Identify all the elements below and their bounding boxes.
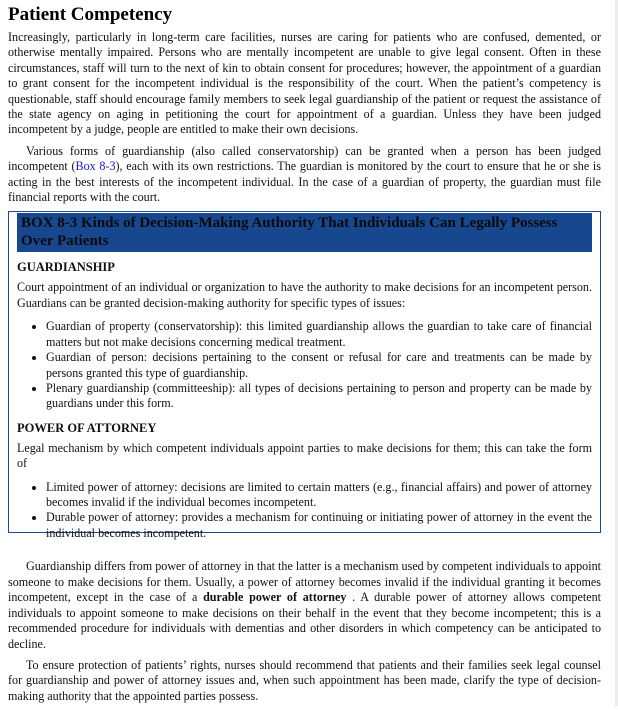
page-title: Patient Competency xyxy=(8,4,173,25)
box-section-heading-guardianship: GUARDIANSHIP xyxy=(17,260,115,275)
paragraph-intro: Increasingly, particularly in long-term care facilities, nurses are caring for patients who are confused, demented, or otherwise mentally impaired. Persons who are mentally incompetent are unable to give legal consent. Often in these circumstances, staff will turn to the next of kin to obtain consent for procedures; however, the appointment of a guardian to grant consent for the incompetent individual is the responsibility of the court. When the patient’s competency is questionable, staff should encourage family members to seek legal guardianship of the patient or request the assistance of the state agency on aging in petitioning the court for appointment of a guardian. Unless they have been judged incompetent by a judge, people are entitled to make their own decisions. xyxy=(8,30,601,137)
paragraph-patient-rights: To ensure protection of patients’ rights, nurses should recommend that patients and their families seek legal counsel for guardianship and power of attorney issues and, when such appointment has been made, clarify the type of decision-making authority that the appointed parties possess. xyxy=(8,657,601,703)
box-section-intro-power-of-attorney: Legal mechanism by which competent individuals appoint parties to make decisions for them; this can take the form of xyxy=(17,440,592,471)
box-8-3-link[interactable]: Box 8-3 xyxy=(75,159,116,174)
paragraph-text: Various forms of guardianship (also called conservatorship) can be granted when a person has been judged incompetent ( xyxy=(8,143,601,174)
list-item: • Durable power of attorney: provides a mechanism for continuing or initiating power of attorney in the event the individual becomes incompetent. xyxy=(46,510,592,541)
document-page xyxy=(8,0,601,710)
list-item: • Guardian of person: decisions pertaining to the consent or refusal for care and treatments can be made by persons granted this type of guardianship. xyxy=(46,350,592,381)
paragraph-guardianship-vs-poa xyxy=(8,559,601,651)
paragraph-text: ), each with its own restrictions. The guardian is monitored by the court to ensure that he or she is acting in the best interests of the incompetent individual. In the case of a guardian of property, the guardian must file financial reports with the court. xyxy=(8,159,601,205)
paragraph-guardianship-forms xyxy=(8,144,601,206)
power-of-attorney-list xyxy=(17,480,592,542)
list-item: • Guardian of property (conservatorship): this limited guardianship allows the guardian to take care of financial matters but not make decisions concerning medical treatment. xyxy=(46,319,592,350)
box-8-3 xyxy=(8,211,601,540)
guardianship-list xyxy=(17,319,592,411)
list-item: • Limited power of attorney: decisions are limited to certain matters (e.g., financial affairs) and power of attorney becomes invalid if the individual becomes incompetent. xyxy=(46,480,592,511)
box-section-heading-power-of-attorney: POWER OF ATTORNEY xyxy=(17,420,157,435)
paragraph-text: . A durable power of attorney allows competent individuals to appoint someone to make decisions on their behalf in the event that they become incompetent; this is a recommended procedure for individuals with dementias and other disorders in which competency can be anticipated to decline. xyxy=(8,590,601,651)
box-title: BOX 8-3 Kinds of Decision-Making Authority That Individuals Can Legally Possess Over Patients xyxy=(17,213,592,252)
bold-term-durable-poa: durable power of attorney xyxy=(203,590,347,605)
list-item: • Plenary guardianship (committeeship): all types of decisions pertaining to person and property can be made by guardians under this form. xyxy=(46,381,592,412)
paragraph-text: Guardianship differs from power of attorney in that the latter is a mechanism used by competent individuals to appoint someone to make decisions for them. Usually, a power of attorney becomes invalid if the individual granting it becomes incompetent, except in the case of a xyxy=(8,559,601,605)
box-section-intro-guardianship: Court appointment of an individual or organization to have the authority to make decisions for an incompetent person. Guardians can be granted decision-making authority for specific types of issues: xyxy=(17,280,592,310)
